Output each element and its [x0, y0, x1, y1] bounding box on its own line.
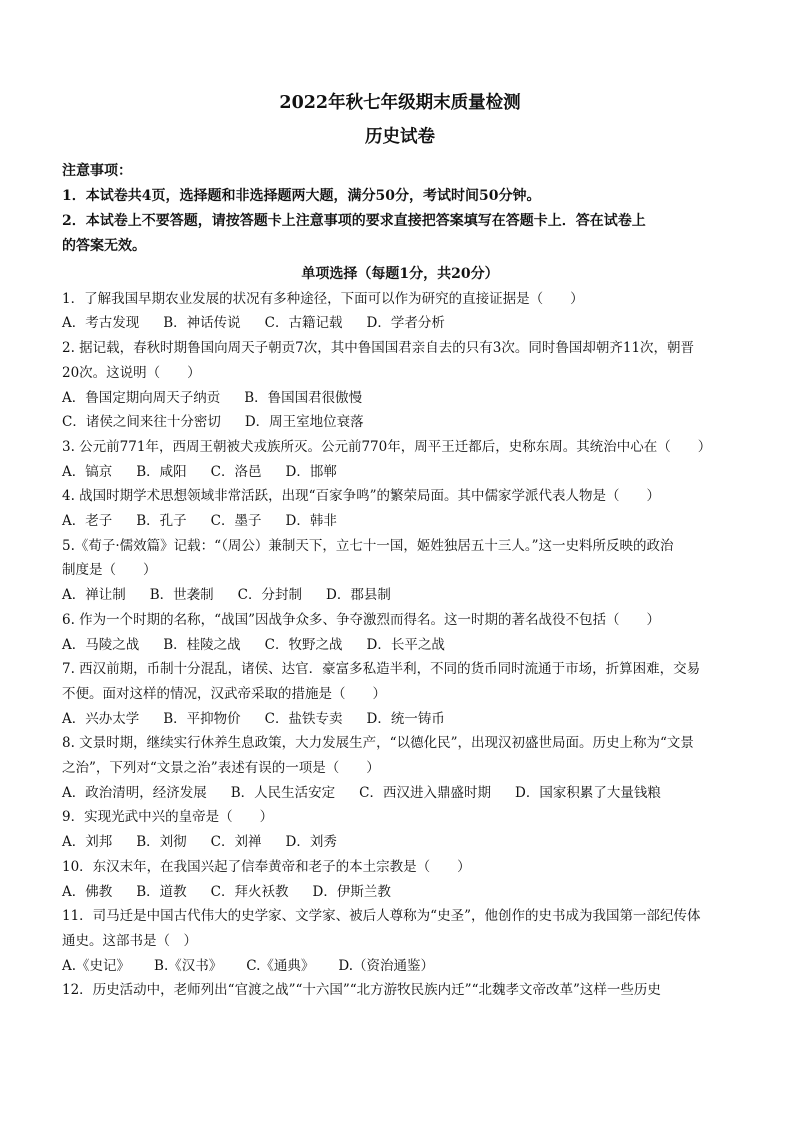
answer-option: C．分封制 — [237, 587, 303, 604]
options-row — [62, 410, 738, 435]
question-text: 6. 作为一个时期的名称，“战国”因战争众多、争夺激烈而得名。这一时期的著名战役不包括（ ） — [62, 611, 660, 628]
answer-option: D．统一铸币 — [366, 710, 445, 727]
question-text: 制度是（ ） — [62, 562, 157, 579]
question-text: 通史。这部书是（ ） — [62, 932, 197, 949]
question-text: 20次。这说明（ ） — [62, 364, 201, 381]
options-row — [62, 386, 738, 411]
answer-option: B．神话传说 — [163, 315, 241, 332]
options-row — [62, 583, 738, 608]
answer-option: B．平抑物价 — [163, 710, 241, 727]
question-text: 9．实现光武中兴的皇帝是（ ） — [62, 809, 274, 826]
options-row — [62, 509, 738, 534]
answer-option: B．道教 — [136, 883, 187, 900]
options-row — [62, 830, 738, 855]
notes-item: 的答案无效。 — [62, 238, 146, 254]
options-row — [62, 707, 738, 732]
question-item — [62, 608, 738, 657]
question-item — [62, 904, 738, 978]
question-item — [62, 731, 738, 805]
answer-option: B．世袭制 — [149, 587, 214, 604]
question-text: 2. 据记载，春秋时期鲁国向周天子朝贡7次，其中鲁国国君亲自去的只有3次。同时鲁国却朝齐11次，朝晋 — [62, 340, 695, 357]
answer-option: D．长平之战 — [366, 636, 445, 653]
answer-option: D．韩非 — [285, 513, 337, 530]
question-text: 3. 公元前771年，西周王朝被犬戎族所灭。公元前770年，周平王迁都后，史称东周。其统治中心在（ ） — [62, 438, 712, 455]
options-row — [62, 633, 738, 658]
answer-option: D．伊斯兰教 — [312, 883, 391, 900]
question-item — [62, 435, 738, 484]
question-item — [62, 805, 738, 854]
notes-item: 2．本试卷上不要答题，请按答题卡上注意事项的要求直接把答案填写在答题卡上．答在试卷上 — [62, 213, 646, 229]
answer-option: A．鲁国定期向周天子纳贡 — [62, 389, 221, 406]
answer-option: D．学者分析 — [366, 315, 445, 332]
answer-option: C．洛邑 — [210, 463, 262, 480]
answer-option: A．佛教 — [62, 883, 113, 900]
answer-option: A.《史记》 — [62, 957, 131, 974]
question-item — [62, 287, 738, 336]
answer-option: A．考古发现 — [62, 315, 140, 332]
answer-option: C．拜火袄教 — [210, 883, 289, 900]
answer-option: C．刘禅 — [210, 834, 262, 851]
question-text: 12．历史活动中，老师列出“官渡之战”“十六国”“北方游牧民族内迁”“北魏孝文帝改革”这样一些历史 — [62, 982, 661, 999]
answer-option: B．刘彻 — [136, 834, 187, 851]
question-item — [62, 855, 738, 904]
answer-option: D．郡县制 — [326, 587, 391, 604]
answer-option: A．老子 — [62, 513, 113, 530]
section-title: 单项选择（每题1分，共20分） — [301, 266, 499, 282]
answer-option: C.《通典》 — [246, 957, 315, 974]
answer-option: C．牧野之战 — [264, 636, 343, 653]
answer-option: D．邯郸 — [285, 463, 337, 480]
answer-option: A．兴办太学 — [62, 710, 140, 727]
options-row — [62, 311, 738, 336]
answer-option: B．人民生活安定 — [230, 784, 336, 801]
answer-option: A．镐京 — [62, 463, 113, 480]
question-item — [62, 657, 738, 731]
notes-heading: 注意事项： — [62, 163, 132, 179]
question-item — [62, 336, 738, 435]
answer-option: C．西汉进入鼎盛时期 — [359, 784, 492, 801]
answer-option: A．刘邦 — [62, 834, 113, 851]
answer-option: C．墨子 — [210, 513, 262, 530]
question-text: 10．东汉末年，在我国兴起了信奉黄帝和老子的本土宗教是（ ） — [62, 858, 471, 875]
answer-option: B．咸阳 — [136, 463, 187, 480]
question-text: 8. 文景时期，继续实行休养生息政策，大力发展生产，“以德化民”，出现汉初盛世局面。历史上称为“文景 — [62, 735, 694, 752]
options-row — [62, 460, 738, 485]
answer-option: B．桂陵之战 — [163, 636, 241, 653]
options-row — [62, 954, 738, 979]
question-text: 1．了解我国早期农业发展的状况有多种途径，下面可以作为研究的直接证据是（ ） — [62, 290, 584, 307]
answer-option: A．禅让制 — [62, 587, 126, 604]
answer-option: C．诸侯之间来往十分密切 — [62, 414, 221, 431]
answer-option: B.《汉书》 — [154, 957, 223, 974]
question-item — [62, 534, 738, 608]
answer-option: B．鲁国国君很傲慢 — [244, 389, 363, 406]
exam-subtitle: 历史试卷 — [365, 127, 435, 147]
answer-option: A．马陵之战 — [62, 636, 140, 653]
options-row — [62, 880, 738, 905]
answer-option: C．古籍记载 — [264, 315, 343, 332]
question-text: 7. 西汉前期，币制十分混乱，诸侯、达官．豪富多私造半利，不同的货币同时流通于市场，折算困难，交易 — [62, 661, 701, 678]
notes-block — [62, 159, 738, 259]
question-text: 4. 战国时期学术思想领域非常活跃，出现“百家争鸣”的繁荣局面。其中儒家学派代表人物是（ ） — [62, 488, 660, 505]
question-text: 不便。面对这样的情况，汉武帝采取的措施是（ ） — [62, 685, 386, 702]
notes-item: 1．本试卷共4页，选择题和非选择题两大题，满分50分，考试时间50分钟。 — [62, 188, 541, 204]
question-text: 11．司马迁是中国古代伟大的史学家、文学家、被后人尊称为“史圣”，他创作的史书成为我国第一部纪传体 — [62, 908, 701, 925]
question-text: 5.《荀子·儒效篇》记载：“（周公）兼制天下，立七十一国，姬姓独居五十三人。”这一史料所反映的政治 — [62, 537, 674, 554]
answer-option: D．周王室地位衰落 — [244, 414, 364, 431]
exam-title: 2022年秋七年级期末质量检测 — [279, 93, 521, 113]
question-list — [62, 287, 738, 1003]
answer-option: D.（资治通鉴） — [338, 957, 435, 974]
options-row — [62, 781, 738, 806]
answer-option: B．孔子 — [136, 513, 187, 530]
answer-option: C．盐铁专卖 — [264, 710, 343, 727]
answer-option: D．刘秀 — [285, 834, 337, 851]
answer-option: D．国家积累了大量钱粮 — [515, 784, 661, 801]
question-text: 之治”，下列对“文景之治”表述有误的一项是（ ） — [62, 760, 380, 777]
question-item — [62, 978, 738, 1003]
answer-option: A．政治清明，经济发展 — [62, 784, 207, 801]
question-item — [62, 484, 738, 533]
